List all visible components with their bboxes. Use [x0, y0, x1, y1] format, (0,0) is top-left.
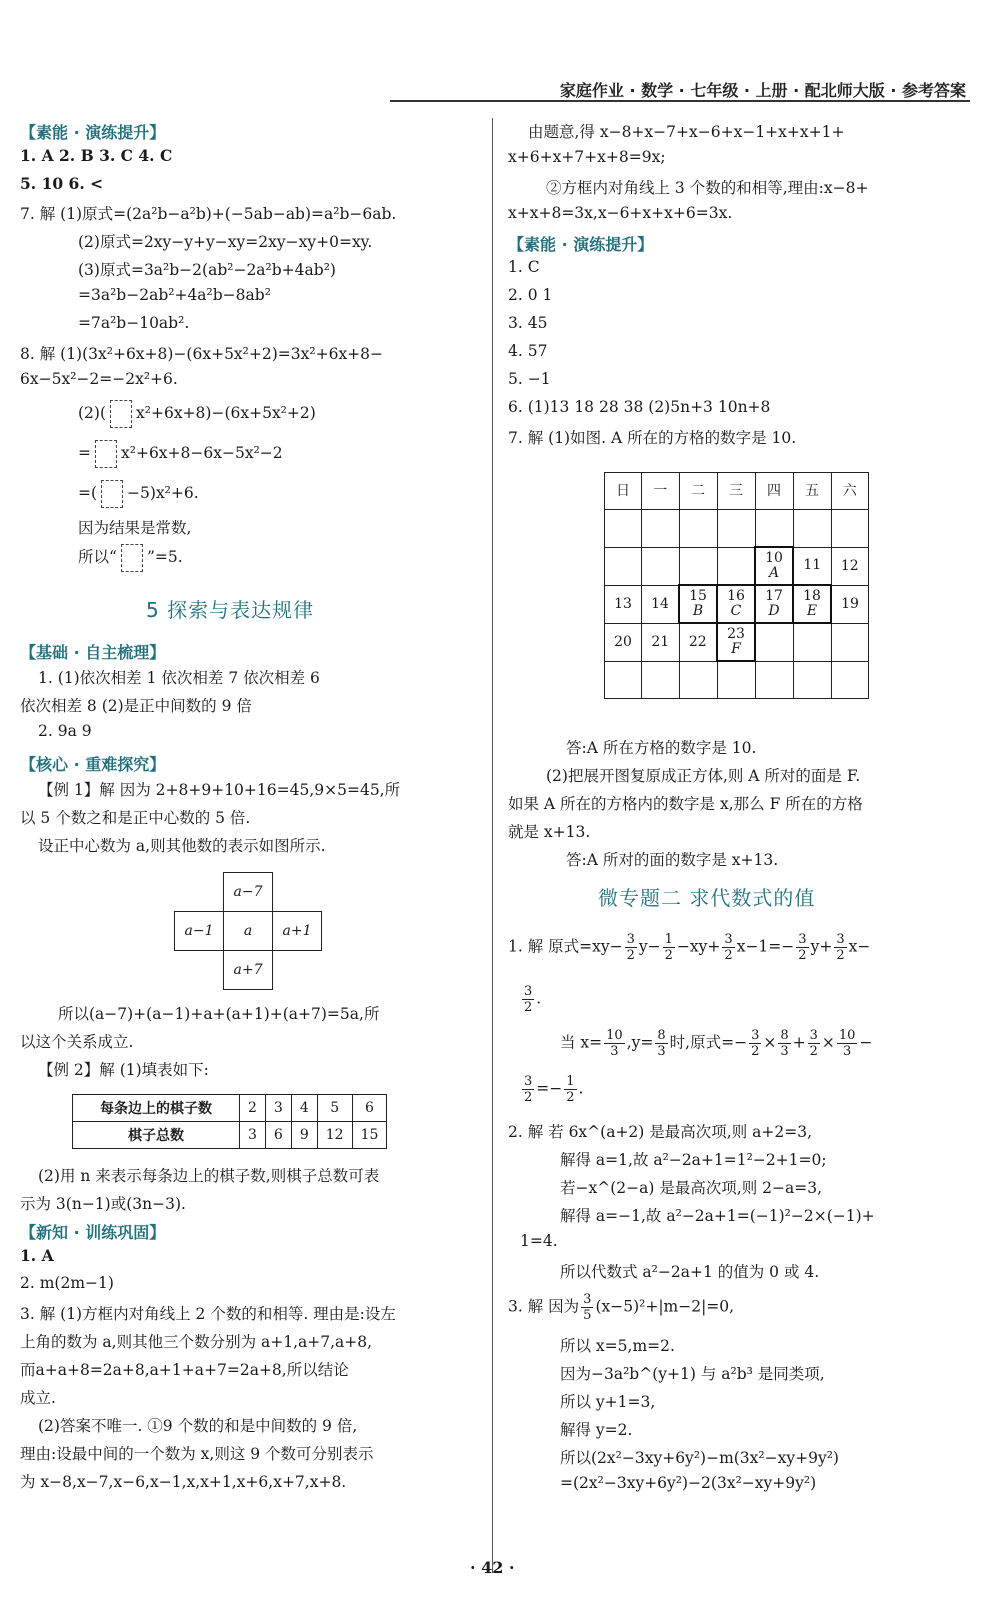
calendar-cell: 20	[605, 623, 642, 661]
answer-line: 4. 57	[508, 342, 548, 360]
table-cell: 9	[291, 1122, 317, 1149]
face-label: D	[768, 603, 780, 619]
answer-line: 设正中心数为 a,则其他数的表示如图所示.	[38, 837, 326, 855]
section-heading: 【素能 · 演练提升】	[508, 235, 654, 254]
calendar-cell: 18 E	[793, 585, 831, 623]
answer-line: 答:A 所对的面的数字是 x+13.	[566, 851, 779, 869]
answer-line: 由题意,得 x−8+x−7+x−6+x−1+x+x+1+	[528, 123, 845, 141]
table-cell: 5	[317, 1095, 352, 1122]
cross-cell: a+1	[273, 912, 322, 951]
table-cell: 3	[240, 1122, 266, 1149]
answer-line: 所以(2x²−3xy+6y²)−m(3x²−xy+9y²)	[560, 1449, 839, 1467]
calendar-grid	[604, 472, 869, 699]
answer-line: 如果 A 所在的方格内的数字是 x,那么 F 所在的方格	[508, 795, 863, 813]
table-cell: 15	[352, 1122, 387, 1149]
calendar-cell: 17 D	[755, 585, 793, 623]
answer-line: 【例 1】解 因为 2+8+9+10+16=45,9×5=45,所	[38, 781, 401, 799]
calendar-header: 一	[642, 473, 680, 510]
answer-line: (2)用 n 来表示每条边上的棋子数,则棋子总数可表	[38, 1167, 380, 1185]
answer-line: (2)( x²+6x+8)−(6x+5x²+2)	[78, 400, 316, 428]
answer-line: 1. A 2. B 3. C 4. C	[20, 146, 173, 165]
answer-line: 2. m(2m−1)	[20, 1274, 114, 1292]
dashed-blank-box	[110, 400, 132, 428]
answer-line: 因为结果是常数,	[78, 519, 192, 537]
column-divider	[492, 118, 493, 1573]
section-heading: 【核心 · 重难探究】	[20, 755, 166, 774]
answer-line: 8. 解 (1)(3x²+6x+8)−(6x+5x²+2)=3x²+6x+8−	[20, 345, 384, 363]
answer-line: 解得 a=−1,故 a²−2a+1=(−1)²−2×(−1)+	[560, 1207, 875, 1225]
calendar-header: 二	[679, 473, 717, 510]
answer-line: 所以代数式 a²−2a+1 的值为 0 或 4.	[560, 1263, 820, 1281]
answer-line: 5. 10 6. <	[20, 174, 104, 193]
answer-line: 依次相差 8 (2)是正中间数的 9 倍	[20, 697, 252, 715]
answer-line: =(2x²−3xy+6y²)−2(3x²−xy+9y²)	[560, 1474, 817, 1492]
table-header: 棋子总数	[73, 1122, 240, 1149]
answer-line: 6. (1)13 18 28 38 (2)5n+3 10n+8	[508, 398, 771, 416]
table-cell: 3	[265, 1095, 291, 1122]
calendar-cell: 16 C	[717, 585, 755, 623]
answer-line: 理由:设最中间的一个数为 x,则这 9 个数可分别表示	[20, 1445, 374, 1463]
answer-line: 若−x^(2−a) 是最高次项,则 2−a=3,	[560, 1179, 823, 1197]
calendar-header: 四	[755, 473, 793, 510]
face-label: E	[806, 603, 818, 619]
answer-line: =3a²b−2ab²+4a²b−8ab²	[78, 286, 271, 304]
answer-line: 2. 0 1	[508, 286, 553, 304]
answer-line: 所以 y+1=3,	[560, 1393, 656, 1411]
face-label: A	[768, 565, 780, 581]
answer-line: 1=4.	[520, 1232, 558, 1250]
chess-piece-table	[72, 1094, 387, 1149]
calendar-cell: 13	[605, 585, 642, 623]
math-line: $\frac{3}{2}$ =− $\frac{1}{2}$ .	[524, 1074, 584, 1105]
answer-line: 解得 y=2.	[560, 1421, 633, 1439]
math-line: 3. 解 因为 $\frac{3}{5}$ (x−5)²+|m−2|=0,	[508, 1292, 735, 1323]
answer-line: 【例 2】解 (1)填表如下:	[38, 1061, 209, 1079]
math-line: 1. 解 原式=xy− $\frac{3}{2}$ y− $\frac{1}{2}$ −xy+ $\frac{3}{2}$ x−1=− $\frac{3}{2}$ y+ $\frac{3}{2}$ x−	[508, 932, 871, 963]
answer-line: 所以“ ”=5.	[78, 544, 183, 572]
dashed-blank-box	[121, 544, 143, 572]
section-heading: 【素能 · 演练提升】	[20, 123, 166, 142]
cross-cell: a+7	[224, 951, 273, 990]
calendar-cell: 10 A	[755, 547, 793, 585]
answer-line: (2)答案不唯一. ①9 个数的和是中间数的 9 倍,	[38, 1417, 358, 1435]
answer-line: 1. C	[508, 258, 540, 276]
cross-cell: a−1	[175, 912, 224, 951]
answer-line: 3. 解 (1)方框内对角线上 2 个数的和相等. 理由是:设左	[20, 1305, 396, 1323]
answer-line: 6x−5x²−2=−2x²+6.	[20, 370, 178, 388]
cross-cell: a−7	[224, 873, 273, 912]
answer-line: (2)把展开图复原成正方体,则 A 所对的面是 F.	[546, 767, 861, 785]
answer-line: 7. 解 (1)原式=(2a²b−a²b)+(−5ab−ab)=a²b−6ab.	[20, 205, 397, 223]
answer-line: =( −5)x²+6.	[78, 480, 199, 508]
math-line: $\frac{3}{2}$ .	[524, 984, 542, 1015]
answer-line: (3)原式=3a²b−2(ab²−2a²b+4ab²)	[78, 261, 336, 279]
answer-line: 解得 a=1,故 a²−2a+1=1²−2+1=0;	[560, 1151, 827, 1169]
face-label: B	[692, 603, 704, 619]
answer-line: x+x+8=3x,x−6+x+x+6=3x.	[508, 204, 733, 222]
answer-line: 因为−3a²b^(y+1) 与 a²b³ 是同类项,	[560, 1365, 825, 1383]
answer-line: (2)原式=2xy−y+y−xy=2xy−xy+0=xy.	[78, 233, 373, 251]
answer-line: 上角的数为 a,则其他三个数分别为 a+1,a+7,a+8,	[20, 1333, 373, 1351]
calendar-cell: 15 B	[679, 585, 717, 623]
answer-line: 1. (1)依次相差 1 依次相差 7 依次相差 6	[38, 669, 320, 687]
answer-line: 3. 45	[508, 314, 548, 332]
table-cell: 6	[352, 1095, 387, 1122]
answer-line: 7. 解 (1)如图. A 所在的方格的数字是 10.	[508, 429, 797, 447]
section-heading: 【基础 · 自主梳理】	[20, 643, 166, 662]
topic-title: 微专题二 求代数式的值	[598, 886, 816, 910]
calendar-cell: 14	[642, 585, 680, 623]
answer-line: 答:A 所在方格的数字是 10.	[566, 739, 757, 757]
cross-number-diagram	[174, 872, 322, 990]
answer-line: 所以 x=5,m=2.	[560, 1337, 675, 1355]
answer-line: 所以(a−7)+(a−1)+a+(a+1)+(a+7)=5a,所	[58, 1005, 380, 1023]
answer-line: 就是 x+13.	[508, 823, 591, 841]
calendar-header: 三	[717, 473, 755, 510]
math-line: 当 x= $\frac{10}{3}$ ,y= $\frac{8}{3}$ 时,原式=− $\frac{3}{2}$ × $\frac{8}{3}$ + $\frac{3}{2}$ × $\frac{10}{3}$ −	[560, 1028, 873, 1059]
dashed-blank-box	[95, 440, 117, 468]
answer-line: 以这个关系成立.	[20, 1033, 134, 1051]
table-cell: 2	[240, 1095, 266, 1122]
face-label: C	[730, 603, 742, 619]
page-number: · 42 ·	[470, 1558, 515, 1577]
answer-line: =7a²b−10ab².	[78, 314, 190, 332]
calendar-cell: 21	[642, 623, 680, 661]
table-cell: 12	[317, 1122, 352, 1149]
answer-line: 而a+a+8=2a+8,a+1+a+7=2a+8,所以结论	[20, 1361, 349, 1379]
table-cell: 6	[265, 1122, 291, 1149]
answer-line: 为 x−8,x−7,x−6,x−1,x,x+1,x+6,x+7,x+8.	[20, 1473, 347, 1491]
answer-line: 以 5 个数之和是正中心数的 5 倍.	[20, 809, 251, 827]
table-header: 每条边上的棋子数	[73, 1095, 240, 1122]
calendar-cell: 22	[679, 623, 717, 661]
answer-line: 成立.	[20, 1389, 56, 1407]
lesson-title: 5 探索与表达规律	[146, 598, 315, 622]
answer-line: x+6+x+7+x+8=9x;	[508, 148, 666, 166]
section-heading: 【新知 · 训练巩固】	[20, 1223, 166, 1242]
header-rule	[390, 100, 970, 102]
answer-line: ②方框内对角线上 3 个数的和相等,理由:x−8+	[546, 179, 869, 197]
answer-line: 5. −1	[508, 370, 551, 388]
calendar-cell: 19	[831, 585, 869, 623]
answer-line: = x²+6x+8−6x−5x²−2	[78, 440, 283, 468]
cross-cell: a	[224, 912, 273, 951]
calendar-header: 六	[831, 473, 869, 510]
running-header: 家庭作业 · 数学 · 七年级 · 上册 · 配北师大版 · 参考答案	[559, 81, 966, 100]
answer-line: 2. 9a 9	[38, 722, 92, 740]
calendar-header: 日	[605, 473, 642, 510]
answer-line: 1. A	[20, 1246, 54, 1265]
calendar-cell: 11	[793, 547, 831, 585]
calendar-header: 五	[793, 473, 831, 510]
answer-line: 2. 解 若 6x^(a+2) 是最高次项,则 a+2=3,	[508, 1123, 812, 1141]
table-cell: 4	[291, 1095, 317, 1122]
dashed-blank-box	[101, 480, 123, 508]
face-label: F	[731, 641, 741, 657]
answer-line: 示为 3(n−1)或(3n−3).	[20, 1195, 186, 1213]
calendar-cell: 23 F	[717, 623, 755, 661]
calendar-cell: 12	[831, 547, 869, 585]
